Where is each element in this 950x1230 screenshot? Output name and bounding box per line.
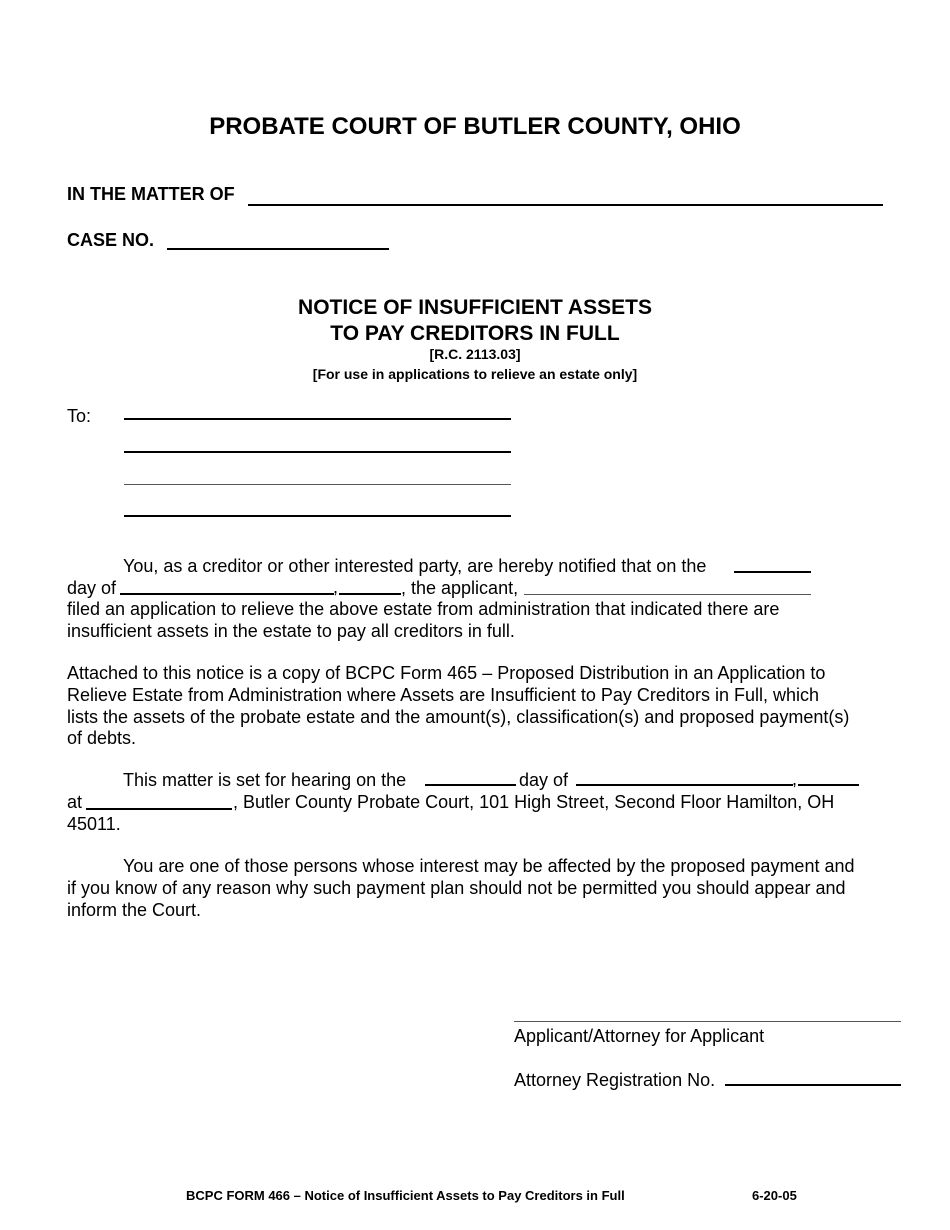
usage-note: [For use in applications to relieve an estate only]	[312, 366, 638, 382]
para3-at: at	[67, 792, 83, 812]
notice-year-field[interactable]	[339, 593, 401, 595]
applicant-attorney-label: Applicant/Attorney for Applicant	[514, 1026, 765, 1046]
hearing-day-field[interactable]	[425, 784, 516, 786]
recipient-line-3[interactable]	[124, 484, 511, 485]
signature-line[interactable]	[514, 1021, 901, 1022]
notice-day-field[interactable]	[734, 571, 811, 573]
applicant-name-field[interactable]	[524, 594, 811, 595]
court-title: PROBATE COURT OF BUTLER COUNTY, OHIO	[209, 113, 741, 140]
para2-line4: of debts.	[67, 728, 137, 748]
registration-number-field[interactable]	[725, 1084, 901, 1086]
hearing-time-field[interactable]	[86, 808, 232, 810]
hearing-year-field[interactable]	[798, 784, 859, 786]
para3-comma: ,	[792, 769, 798, 789]
to-label: To:	[67, 406, 92, 426]
para1-line4: insufficient assets in the estate to pay all creditors in full.	[67, 621, 515, 641]
notice-heading-line1: NOTICE OF INSUFFICIENT ASSETS	[298, 296, 652, 319]
matter-label: IN THE MATTER OF	[67, 184, 235, 204]
para3-line1: This matter is set for hearing on the	[123, 770, 407, 790]
para1-comma: ,	[333, 577, 339, 597]
para2-line3: lists the assets of the probate estate and the amount(s), classification(s) and proposed payment(s)	[67, 707, 850, 727]
registration-label: Attorney Registration No.	[514, 1070, 716, 1090]
para4-line3: inform the Court.	[67, 900, 202, 920]
para3-zip: 45011.	[67, 814, 121, 834]
case-label: CASE NO.	[67, 230, 155, 250]
para1-line3: filed an application to relieve the above estate from administration that indicated there are	[67, 599, 780, 619]
para1-line1: You, as a creditor or other interested party, are hereby notified that on the	[123, 556, 707, 576]
footer-form-title: BCPC FORM 466 – Notice of Insufficient Assets to Pay Creditors in Full	[186, 1188, 625, 1203]
para4-line2: if you know of any reason why such payment plan should not be permitted you should appear and	[67, 878, 846, 898]
footer-date: 6-20-05	[752, 1188, 797, 1203]
case-number-field[interactable]	[167, 248, 389, 250]
para4-line1: You are one of those persons whose interest may be affected by the proposed payment and	[123, 856, 855, 876]
recipient-line-4[interactable]	[124, 515, 511, 517]
recipient-line-2[interactable]	[124, 451, 511, 453]
notice-heading-line2: TO PAY CREDITORS IN FULL	[330, 322, 620, 345]
para1-applicant: , the applicant,	[401, 578, 519, 598]
notice-month-field[interactable]	[120, 593, 334, 595]
hearing-month-field[interactable]	[576, 784, 793, 786]
statute-reference: [R.C. 2113.03]	[429, 346, 521, 362]
para2-line1: Attached to this notice is a copy of BCPC Form 465 – Proposed Distribution in an Application to	[67, 663, 826, 683]
recipient-line-1[interactable]	[124, 418, 511, 420]
para2-line2: Relieve Estate from Administration where Assets are Insufficient to Pay Creditors in Full, which	[67, 685, 819, 705]
para3-day-of: day of	[519, 770, 569, 790]
para3-address: , Butler County Probate Court, 101 High Street, Second Floor Hamilton, OH	[233, 792, 835, 812]
para1-day-of: day of	[67, 578, 117, 598]
matter-field[interactable]	[248, 204, 883, 206]
